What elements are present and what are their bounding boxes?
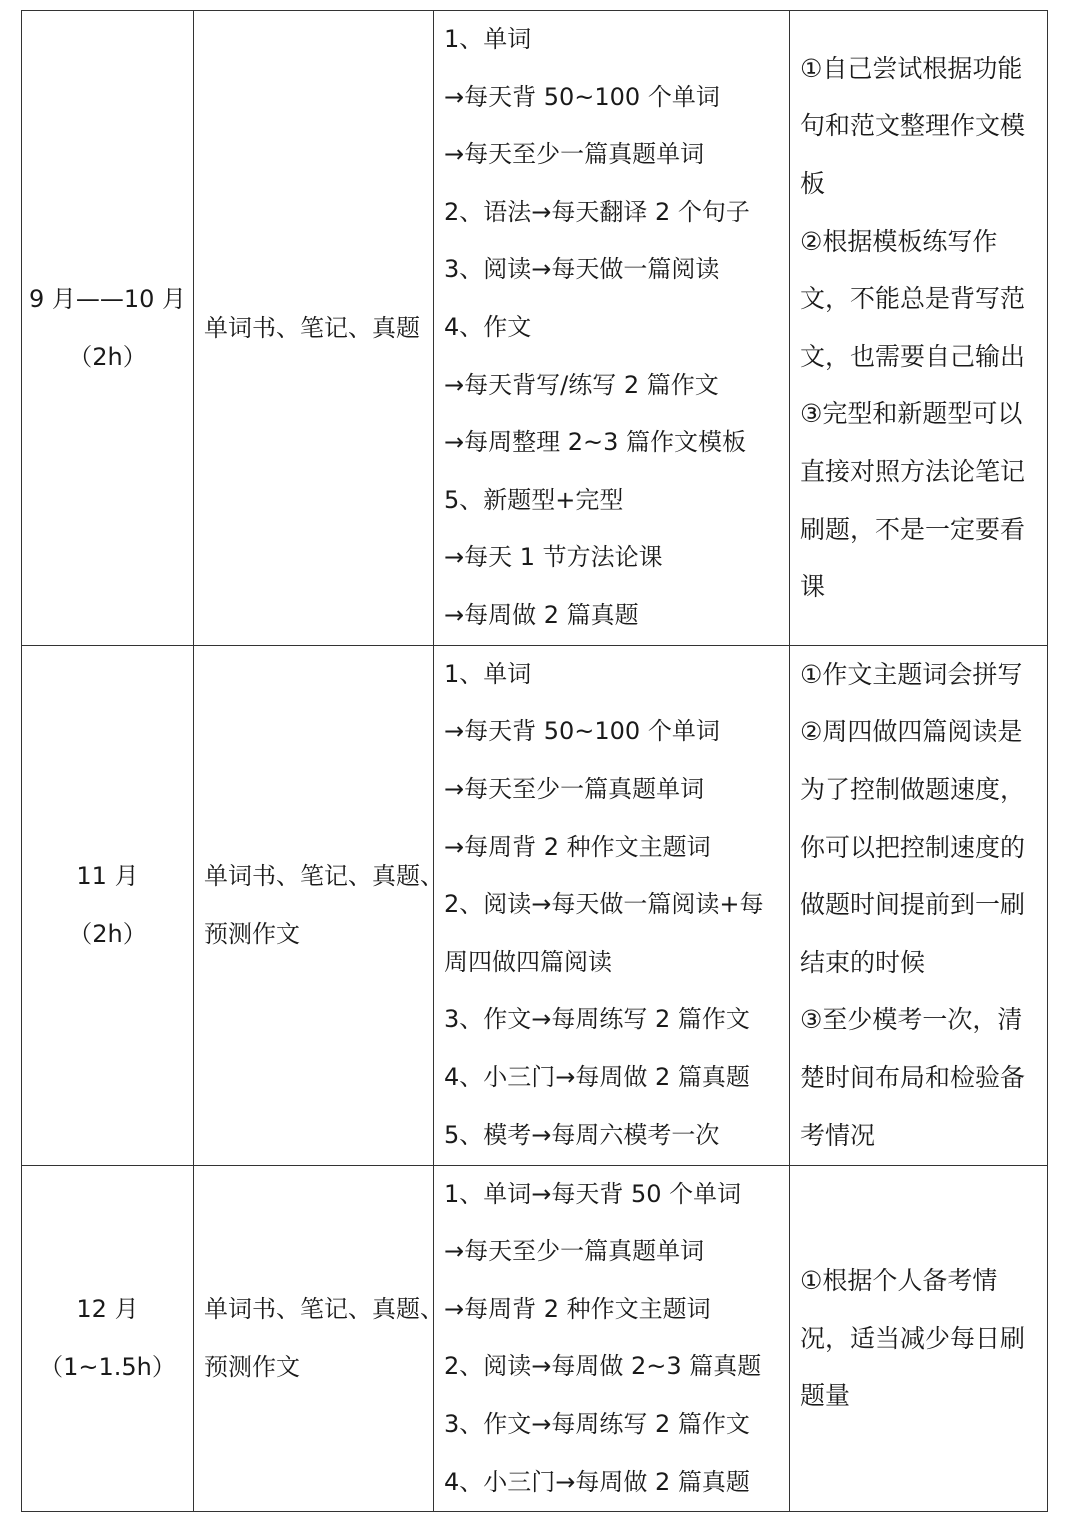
tip-line: 文，也需要自己输出 [800, 341, 1026, 371]
materials-line: 单词书、笔记、真题 [204, 313, 420, 342]
tip-line: ②根据模板练写作 [800, 226, 998, 256]
tip-line: ①根据个人备考情 [800, 1265, 998, 1295]
tip-line: 题量 [800, 1381, 851, 1411]
tip-line: ②周四做四篇阅读是 [800, 717, 1023, 747]
materials-cell [194, 645, 444, 1165]
tip-line: 课 [800, 572, 826, 602]
task-line: 4、小三门→每周做 2 篇真题 [444, 1063, 750, 1092]
task-line: 2、阅读→每周做 2~3 篇真题 [444, 1352, 762, 1381]
tip-line: 况，适当减少每日刷 [800, 1323, 1026, 1353]
tip-line: 结束的时候 [800, 947, 926, 977]
task-line: →每周做 2 篇真题 [444, 600, 639, 629]
tip-line: 为了控制做题速度， [800, 775, 1026, 805]
tips-cell [790, 645, 1048, 1165]
materials-cell [194, 11, 434, 646]
task-line: 2、阅读→每天做一篇阅读+每 [444, 890, 764, 919]
period-cell [22, 645, 194, 1165]
tip-line: 做题时间提前到一刷 [800, 890, 1026, 920]
tip-line: ③至少模考一次，清 [800, 1005, 1023, 1035]
table-row [22, 645, 1048, 1165]
study-plan-table [21, 10, 1048, 1512]
period-hours: （1~1.5h） [39, 1353, 176, 1382]
task-line: →每天背 50~100 个单词 [444, 82, 720, 111]
materials-line: 预测作文 [204, 1353, 300, 1382]
task-line: 3、作文→每周练写 2 篇作文 [444, 1005, 750, 1034]
tips-cell [790, 1165, 1048, 1512]
tip-line: 直接对照方法论笔记 [800, 456, 1026, 486]
materials-line: 单词书、笔记、真题、 [204, 862, 444, 891]
task-line: →每天背 50~100 个单词 [444, 717, 720, 746]
task-line: 1、单词→每天背 50 个单词 [444, 1179, 742, 1208]
task-line: 2、语法→每天翻译 2 个句子 [444, 197, 750, 226]
tasks-cell [434, 1165, 790, 1512]
period-label: 12 月 [76, 1295, 139, 1324]
table-row [22, 1165, 1048, 1512]
tip-line: 文，不能总是背写范 [800, 284, 1026, 314]
materials-cell [194, 1165, 444, 1512]
materials-line: 单词书、笔记、真题、 [204, 1295, 444, 1324]
period-cell [22, 1165, 194, 1512]
task-line: 3、作文→每周练写 2 篇作文 [444, 1409, 750, 1438]
task-line: 4、小三门→每周做 2 篇真题 [444, 1467, 750, 1496]
materials-line: 预测作文 [204, 920, 300, 949]
tip-line: ①自己尝试根据功能 [800, 53, 1023, 83]
task-line: 3、阅读→每天做一篇阅读 [444, 255, 720, 284]
task-line: →每天背写/练写 2 篇作文 [444, 370, 719, 399]
task-line: →每天至少一篇真题单词 [444, 1237, 705, 1266]
tips-cell [790, 11, 1048, 646]
task-line: →每周整理 2~3 篇作文模板 [444, 428, 747, 457]
period-label: 9 月——10 月 [28, 284, 187, 313]
tip-line: 考情况 [800, 1120, 876, 1150]
task-line: →每天 1 节方法论课 [444, 543, 663, 572]
tip-line: 你可以把控制速度的 [800, 832, 1026, 862]
task-line: →每周背 2 种作文主题词 [444, 1294, 711, 1323]
task-line: 周四做四篇阅读 [444, 947, 612, 976]
tasks-cell [434, 645, 790, 1165]
tip-line: 板 [800, 168, 826, 198]
task-line: →每天至少一篇真题单词 [444, 775, 705, 804]
task-line: →每周背 2 种作文主题词 [444, 832, 711, 861]
task-line: 1、单词 [444, 25, 532, 53]
period-cell [22, 11, 194, 646]
tip-line: 楚时间布局和检验备 [800, 1063, 1026, 1093]
task-line: 5、新题型+完型 [444, 485, 624, 514]
task-line: 4、作文 [444, 312, 532, 341]
period-hours: （2h） [68, 920, 147, 949]
task-line: 1、单词 [444, 659, 532, 688]
period-label: 11 月 [76, 862, 139, 891]
tip-line: ①作文主题词会拼写 [800, 659, 1023, 689]
tip-line: 句和范文整理作文模 [800, 111, 1026, 141]
table-row [22, 11, 1048, 646]
task-line: →每天至少一篇真题单词 [444, 140, 705, 169]
tip-line: ③完型和新题型可以 [800, 399, 1023, 429]
tip-line: 刷题，不是一定要看 [800, 514, 1026, 544]
period-hours: （2h） [68, 342, 147, 371]
tasks-cell [434, 11, 790, 646]
task-line: 5、模考→每周六模考一次 [444, 1120, 720, 1149]
